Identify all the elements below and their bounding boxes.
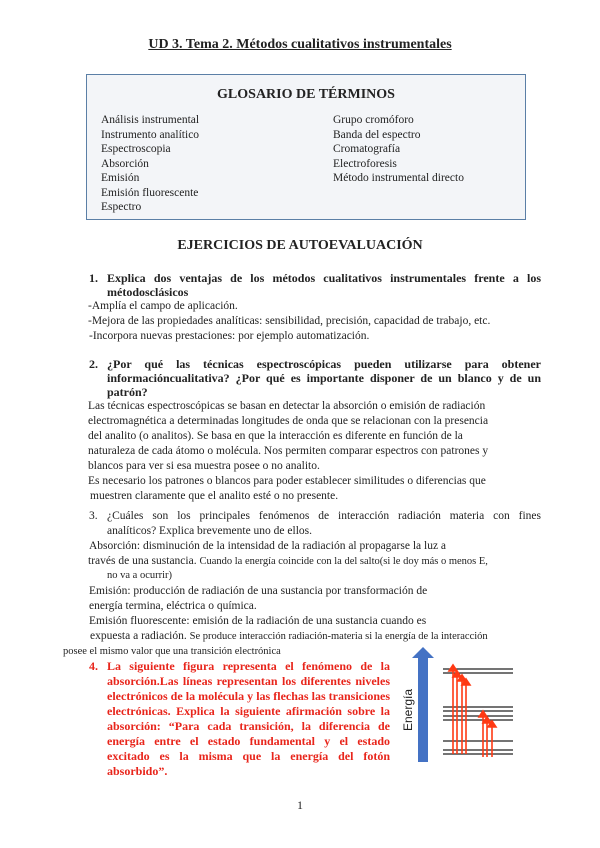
answer-line: través de una sustancia. Cuando la energía coincide con la del salto(si le doy más o menos E, — [88, 555, 488, 567]
glossary-term: Banda del espectro — [333, 128, 421, 141]
answer-line: muestren claramente que el analito esté o no presente. — [90, 490, 339, 502]
question-2-text: ¿Por qué las técnicas espectroscópicas pueden utilizarse para obtener — [107, 357, 541, 371]
answer-line: Emisión: producción de radiación de una sustancia por transformación de — [89, 585, 428, 597]
glossary-term: Electroforesis — [333, 157, 397, 170]
question-number: 3. — [89, 510, 98, 522]
question-number: 4. — [89, 659, 98, 673]
answer-line: Es necesario los patrones o blancos para poder establecer similitudes o diferencias que — [88, 475, 486, 487]
question-2-text: patrón? — [107, 385, 148, 399]
answer-line: expuesta a radiación. Se produce interacción radiación-materia si la energía de la interacción — [90, 630, 488, 642]
glossary-term: Cromatografía — [333, 143, 401, 155]
glossary-box — [86, 74, 526, 220]
glossary-term: Instrumento analítico — [101, 128, 200, 141]
answer-line: -Mejora de las propiedades analíticas: sensibilidad, precisión, capacidad de trabajo, etc. — [88, 315, 491, 327]
question-2-text: informacióncualitativa? ¿Por qué es importante disponer de un blanco y de un — [107, 371, 541, 385]
glossary-term: Espectro — [101, 201, 142, 213]
glossary-title: GLOSARIO DE TÉRMINOS — [217, 87, 395, 102]
answer-line: energía termina, eléctrica o química. — [89, 600, 257, 612]
answer-line: del analito (o analitos). Se basa en que la interacción es diferente en función de la — [88, 430, 463, 442]
glossary-term: Espectroscopia — [101, 143, 171, 155]
answer-line: no va a ocurrir) — [107, 570, 173, 581]
answer-line: Absorción: disminución de la intensidad de la radiación al propagarse la luz a — [89, 540, 447, 552]
glossary-left-column — [101, 113, 199, 215]
document-title: UD 3. Tema 2. Métodos cualitativos instrumentales — [148, 37, 452, 52]
glossary-term: Análisis instrumental — [101, 114, 200, 126]
page-number: 1 — [297, 798, 303, 812]
answer-line: blancos para ver si esa muestra posee o no analito. — [88, 460, 320, 472]
question-3-text: ¿Cuáles son los principales fenómenos de interacción radiación materia con fines — [107, 510, 541, 522]
glossary-term: Absorción — [101, 157, 149, 170]
answer-line: Emisión fluorescente: emisión de la radiación de una sustancia cuando es — [89, 615, 427, 627]
answer-line: Las técnicas espectroscópicas se basan en detectar la absorción o emisión de radiación — [88, 400, 486, 412]
question-4-text: La siguiente figura representa el fenómeno de la absorción.Las líneas representan los diferentes niveles electrónicos de la molécula y las flechas las transiciones electrónicas. Explica la siguiente afirmación sobre la absorción: “Para cada transición, la diferencia de energía entre el estado fundamental y el estado excitado es la misma que la energía del fotón absorbido”. — [107, 659, 390, 778]
question-1-text: Explica dos ventajas de los métodos cualitativos instrumentales frente a los — [107, 271, 541, 285]
answer-line: -Amplía el campo de aplicación. — [88, 300, 238, 312]
answer-line: electromagnética a determinadas longitudes de onda que se relacionan con la presencia — [88, 415, 489, 427]
glossary-term: Grupo cromóforo — [333, 114, 414, 126]
answer-line: naturaleza de cada átomo o molécula. Nos permiten comparar espectros con patrones y — [88, 445, 489, 457]
glossary-term: Emisión fluorescente — [101, 186, 199, 199]
energy-axis-arrow-icon — [418, 657, 428, 762]
glossary-term: Emisión — [101, 172, 140, 184]
question-number: 1. — [89, 271, 98, 285]
answer-line: -Incorpora nuevas prestaciones: por ejemplo automatización. — [89, 330, 370, 342]
answer-line: posee el mismo valor que una transición electrónica — [63, 646, 281, 657]
glossary-right-column — [333, 113, 464, 186]
question-number: 2. — [89, 357, 98, 371]
glossary-term: Método instrumental directo — [333, 172, 464, 184]
energy-axis-label: Energía — [401, 688, 415, 731]
question-3-text: analíticos? Explica brevemente uno de ellos. — [107, 525, 313, 537]
question-1-text: métodosclásicos — [107, 285, 189, 299]
exercises-heading: EJERCICIOS DE AUTOEVALUACIÓN — [177, 238, 423, 253]
energy-level-diagram — [400, 645, 530, 770]
